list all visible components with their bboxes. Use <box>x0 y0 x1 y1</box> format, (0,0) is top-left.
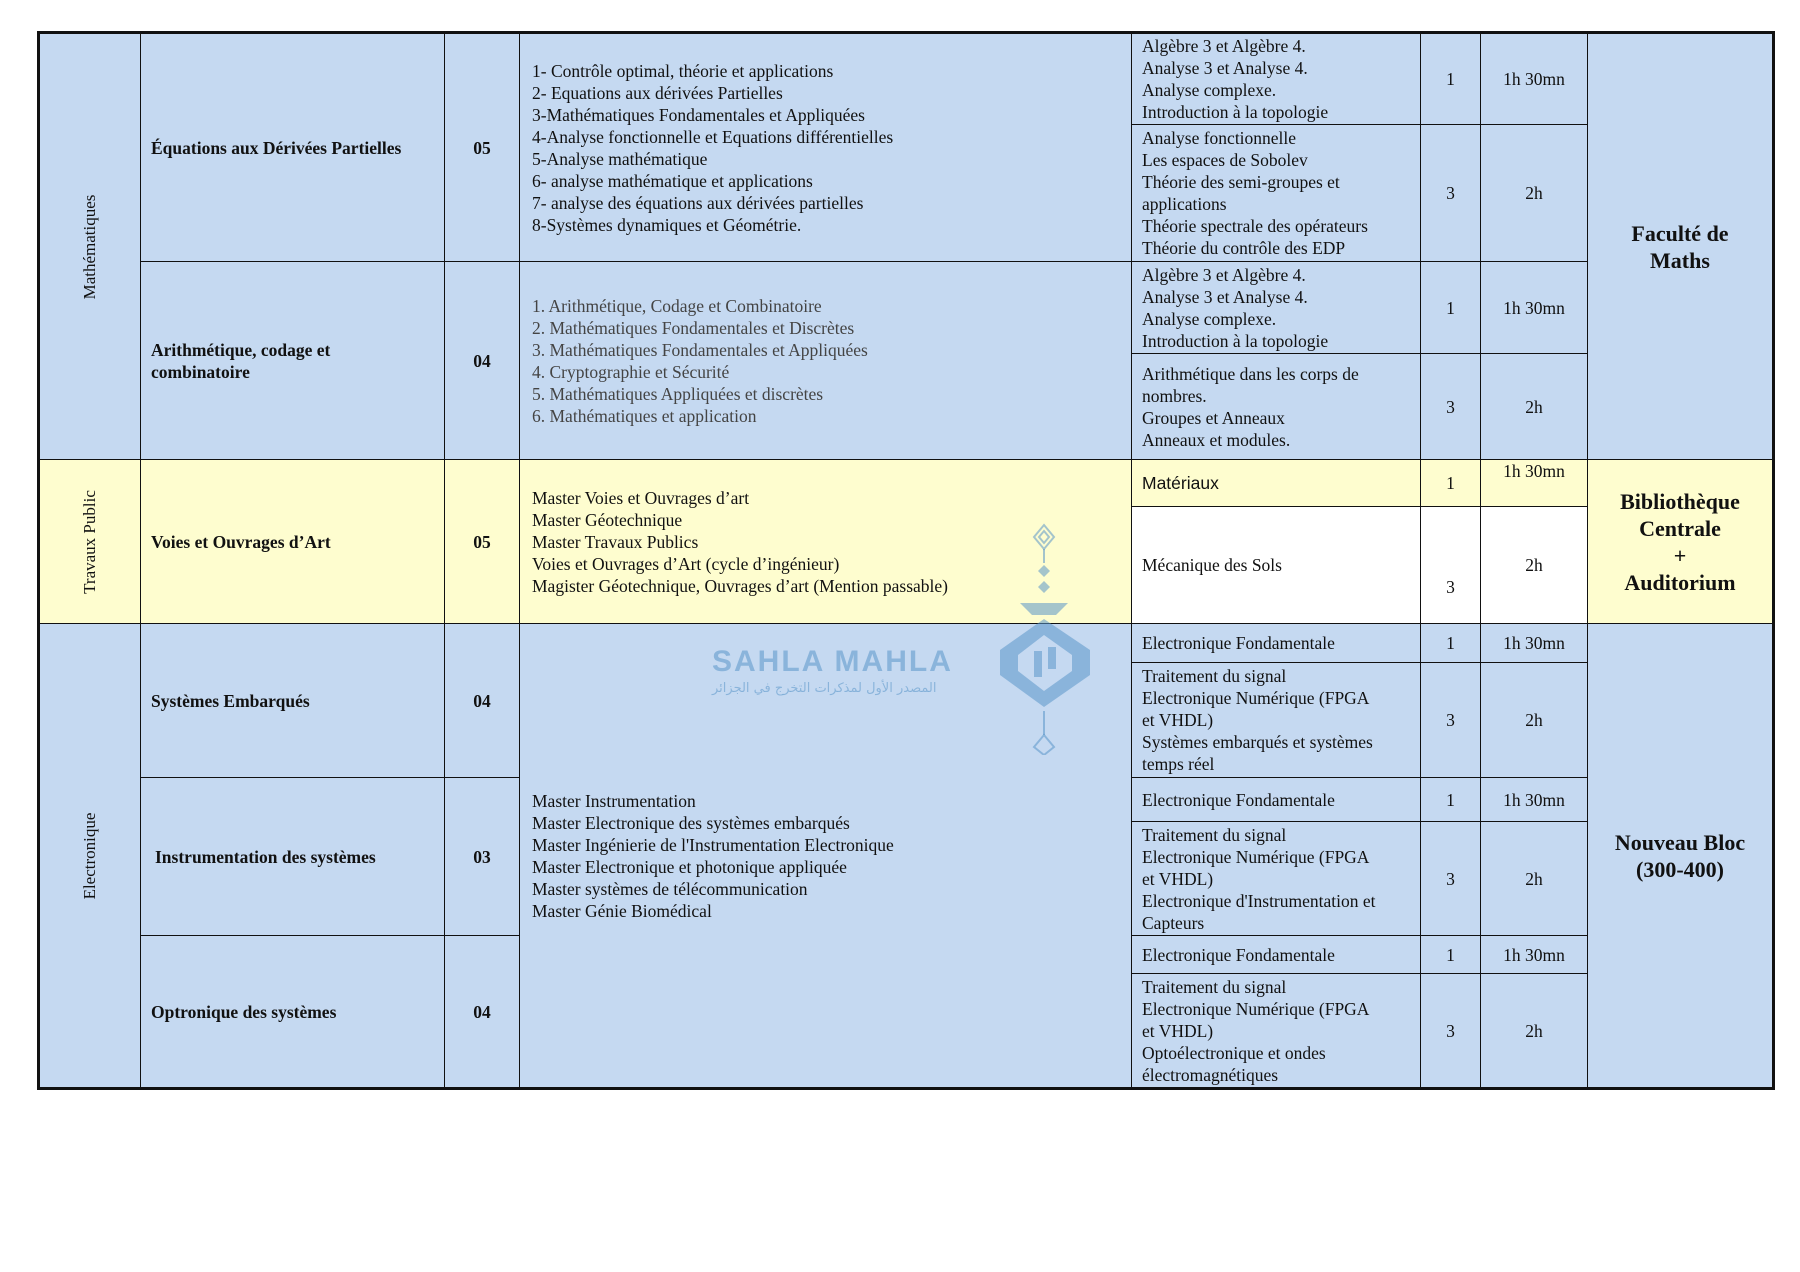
exam-duration: 1h 30mn <box>1481 778 1588 822</box>
exam-modules: Electronique Fondamentale <box>1132 936 1421 974</box>
specialty-name: Voies et Ouvrages d’Art <box>141 460 445 624</box>
exam-duration: 1h 30mn <box>1481 460 1588 507</box>
exam-modules: Matériaux <box>1132 460 1421 507</box>
specialty-code: 04 <box>445 624 520 778</box>
exam-duration: 2h <box>1481 354 1588 460</box>
exam-modules: Algèbre 3 et Algèbre 4. Analyse 3 et Analyse 4. Analyse complexe. Introduction à la topologie <box>1132 33 1421 125</box>
exam-duration: 2h <box>1481 507 1588 624</box>
table-row <box>39 33 1774 125</box>
exam-duration: 2h <box>1481 974 1588 1089</box>
exam-coef: 1 <box>1421 778 1481 822</box>
exam-modules: Analyse fonctionnelle Les espaces de Sobolev Théorie des semi-groupes et applications Théorie spectrale des opérateurs Théorie du contrôle des EDP <box>1132 125 1421 262</box>
exam-location-tp: Bibliothèque Centrale + Auditorium <box>1588 460 1774 624</box>
exam-coef: 3 <box>1421 125 1481 262</box>
exam-coef: 1 <box>1421 624 1481 663</box>
specialty-code: 03 <box>445 778 520 936</box>
domain-cell-elec: Electronique <box>39 624 141 1089</box>
exam-modules: Electronique Fondamentale <box>1132 778 1421 822</box>
exam-modules: Traitement du signal Electronique Numérique (FPGA et VHDL) Electronique d'Instrumentation et Capteurs <box>1132 822 1421 936</box>
exam-modules: Traitement du signal Electronique Numérique (FPGA et VHDL) Optoélectronique et ondes électromagnétiques <box>1132 974 1421 1089</box>
exam-coef: 3 <box>1421 974 1481 1089</box>
exam-duration: 1h 30mn <box>1481 936 1588 974</box>
exam-coef: 3 <box>1421 663 1481 778</box>
exam-schedule-table <box>37 31 1775 1090</box>
exam-coef: 3 <box>1421 822 1481 936</box>
specialty-code: 05 <box>445 460 520 624</box>
exam-location-elec: Nouveau Bloc (300-400) <box>1588 624 1774 1089</box>
exam-modules: Mécanique des Sols <box>1132 507 1421 624</box>
exam-coef: 1 <box>1421 262 1481 354</box>
exam-modules: Electronique Fondamentale <box>1132 624 1421 663</box>
specialty-code: 04 <box>445 262 520 460</box>
specialty-name: Équations aux Dérivées Partielles <box>141 33 445 262</box>
specialty-name: Systèmes Embarqués <box>141 624 445 778</box>
watermark-tagline: المصدر الأول لمذكرات التخرج في الجزائر <box>712 681 937 696</box>
exam-duration: 1h 30mn <box>1481 624 1588 663</box>
specialty-name: Instrumentation des systèmes <box>141 778 445 936</box>
specialty-name: Optronique des systèmes <box>141 936 445 1089</box>
masters-list: Master Voies et Ouvrages d’art Master Géotechnique Master Travaux Publics Voies et Ouvrages d’Art (cycle d’ingénieur) Magister Géotechnique, Ouvrages d’art (Mention passable) <box>520 460 1132 624</box>
specialty-code: 04 <box>445 936 520 1089</box>
table-row <box>39 262 1774 354</box>
specialty-code: 05 <box>445 33 520 262</box>
table-row <box>39 460 1774 507</box>
document-page <box>37 31 1775 1090</box>
exam-duration: 2h <box>1481 822 1588 936</box>
exam-duration: 1h 30mn <box>1481 262 1588 354</box>
domain-cell-tp: Travaux Public <box>39 460 141 624</box>
masters-list: Master Instrumentation Master Electronique des systèmes embarqués Master Ingénierie de l'Instrumentation Electronique Master Electronique et photonique appliquée Master systèmes de télécommunication Master Génie Biomédical <box>520 624 1132 1089</box>
exam-coef: 1 <box>1421 936 1481 974</box>
exam-location-maths: Faculté de Maths <box>1588 33 1774 460</box>
exam-modules: Arithmétique dans les corps de nombres. Groupes et Anneaux Anneaux et modules. <box>1132 354 1421 460</box>
exam-coef: 1 <box>1421 460 1481 507</box>
exam-duration: 2h <box>1481 663 1588 778</box>
exam-duration: 1h 30mn <box>1481 33 1588 125</box>
exam-modules: Traitement du signal Electronique Numérique (FPGA et VHDL) Systèmes embarqués et systèmes temps réel <box>1132 663 1421 778</box>
watermark-title: SAHLA MAHLA <box>712 645 953 678</box>
specialty-name: Arithmétique, codage et combinatoire <box>141 262 445 460</box>
exam-coef: 3 <box>1421 507 1481 624</box>
exam-coef: 1 <box>1421 33 1481 125</box>
masters-list: 1. Arithmétique, Codage et Combinatoire 2. Mathématiques Fondamentales et Discrètes 3. Mathématiques Fondamentales et Appliquées 4. Cryptographie et Sécurité 5. Mathématiques Appliquées et discrètes 6. Mathématiques et application <box>520 262 1132 460</box>
exam-coef: 3 <box>1421 354 1481 460</box>
domain-cell-maths: Mathématiques <box>39 33 141 460</box>
exam-modules: Algèbre 3 et Algèbre 4. Analyse 3 et Analyse 4. Analyse complexe. Introduction à la topologie <box>1132 262 1421 354</box>
exam-duration: 2h <box>1481 125 1588 262</box>
masters-list: 1- Contrôle optimal, théorie et applications 2- Equations aux dérivées Partielles 3-Mathématiques Fondamentales et Appliquées 4-Analyse fonctionnelle et Equations différentielles 5-Analyse mathématique 6- analyse mathématique et applications 7- analyse des équations aux dérivées partielles 8-Systèmes dynamiques et Géométrie. <box>520 33 1132 262</box>
